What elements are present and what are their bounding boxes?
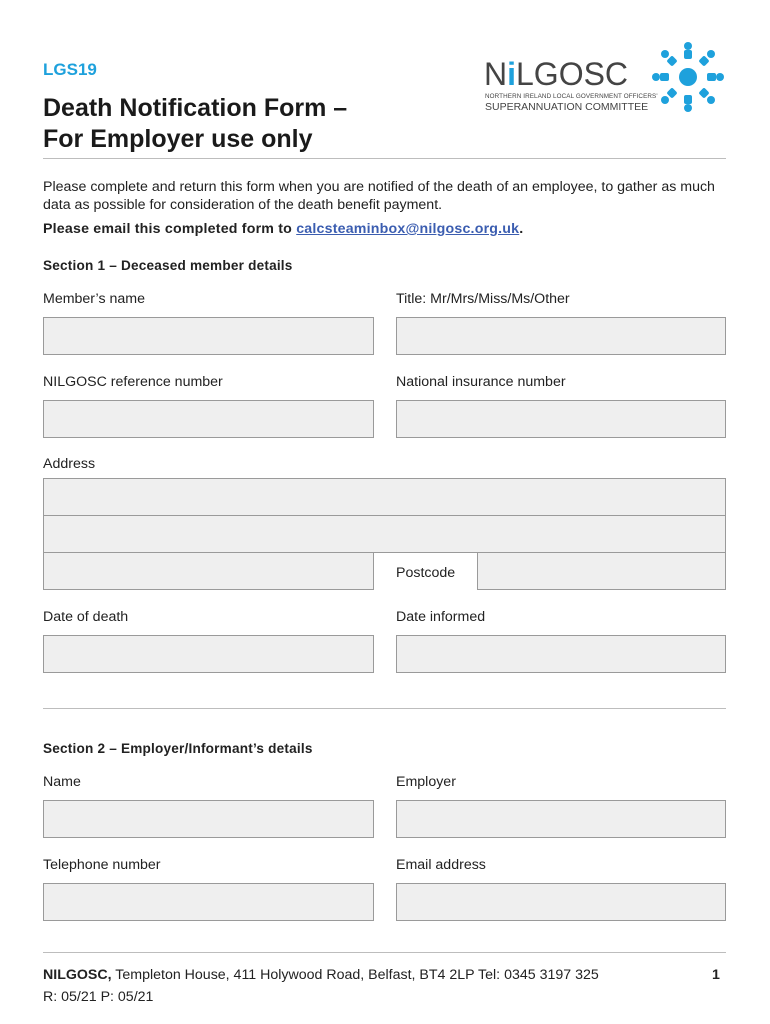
- email-address-field[interactable]: [396, 883, 726, 921]
- date-informed-field[interactable]: [396, 635, 726, 673]
- logo-wordmark: [484, 56, 628, 93]
- ref-number-label: NILGOSC reference number: [43, 374, 223, 390]
- email-link[interactable]: calcsteaminbox@nilgosc.org.uk: [296, 221, 520, 237]
- header-divider: [43, 158, 726, 159]
- footer-divider: [43, 952, 726, 953]
- page-number: 1: [712, 967, 720, 983]
- logo-subtitle-2: SUPERANNUATION COMMITTEE: [485, 101, 649, 113]
- address-line-2-field[interactable]: [43, 515, 726, 553]
- members-name-label: Member’s name: [43, 291, 145, 307]
- footer-address-text: Templeton House, 411 Holywood Road, Belfast, BT4 2LP Tel: 0345 3197 325: [111, 967, 599, 983]
- page-title: [43, 93, 347, 155]
- ni-number-label: National insurance number: [396, 374, 566, 390]
- logo-i: i: [507, 56, 516, 92]
- date-informed-label: Date informed: [396, 609, 486, 625]
- footer-org: NILGOSC,: [43, 967, 112, 983]
- employer-field[interactable]: [396, 800, 726, 838]
- members-name-field[interactable]: [43, 317, 374, 355]
- form-code: LGS19: [43, 60, 97, 79]
- informant-name-field[interactable]: [43, 800, 374, 838]
- telephone-field[interactable]: [43, 883, 374, 921]
- revision-info: R: 05/21 P: 05/21: [43, 989, 154, 1005]
- address-label: Address: [43, 456, 96, 472]
- date-of-death-field[interactable]: [43, 635, 374, 673]
- title-line-2: For Employer use only: [43, 125, 313, 153]
- section-2-heading: Section 2 – Employer/Informant’s details: [43, 741, 313, 756]
- postcode-label: Postcode: [396, 565, 456, 581]
- title-label: Title: Mr/Mrs/Miss/Ms/Other: [396, 291, 570, 307]
- email-prefix: Please email this completed form to: [43, 221, 297, 237]
- employer-label: Employer: [396, 774, 456, 790]
- section-1-heading: Section 1 – Deceased member details: [43, 258, 293, 273]
- postcode-field[interactable]: [477, 552, 726, 590]
- logo-n: N: [484, 56, 508, 92]
- title-field[interactable]: [396, 317, 726, 355]
- logo-subtitle-1: NORTHERN IRELAND LOCAL GOVERNMENT OFFICERS': [485, 93, 658, 100]
- address-line-1-field[interactable]: [43, 478, 726, 516]
- ref-number-field[interactable]: [43, 400, 374, 438]
- address-line-3-field[interactable]: [43, 552, 374, 590]
- title-line-1: Death Notification Form –: [43, 94, 348, 122]
- intro-text: Please complete and return this form when you are notified of the death of an employee, to gather as much data as possible for consideration of the death benefit payment.: [43, 179, 715, 213]
- telephone-label: Telephone number: [43, 857, 161, 873]
- email-instruction: [43, 221, 523, 237]
- date-of-death-label: Date of death: [43, 609, 129, 625]
- email-address-label: Email address: [396, 857, 486, 873]
- email-suffix: .: [519, 221, 524, 237]
- logo-lgosc: LGOSC: [516, 56, 629, 92]
- section-divider: [43, 708, 726, 709]
- footer-address: [43, 967, 599, 983]
- informant-name-label: Name: [43, 774, 81, 790]
- ni-number-field[interactable]: [396, 400, 726, 438]
- logo-figures-icon: [648, 40, 728, 114]
